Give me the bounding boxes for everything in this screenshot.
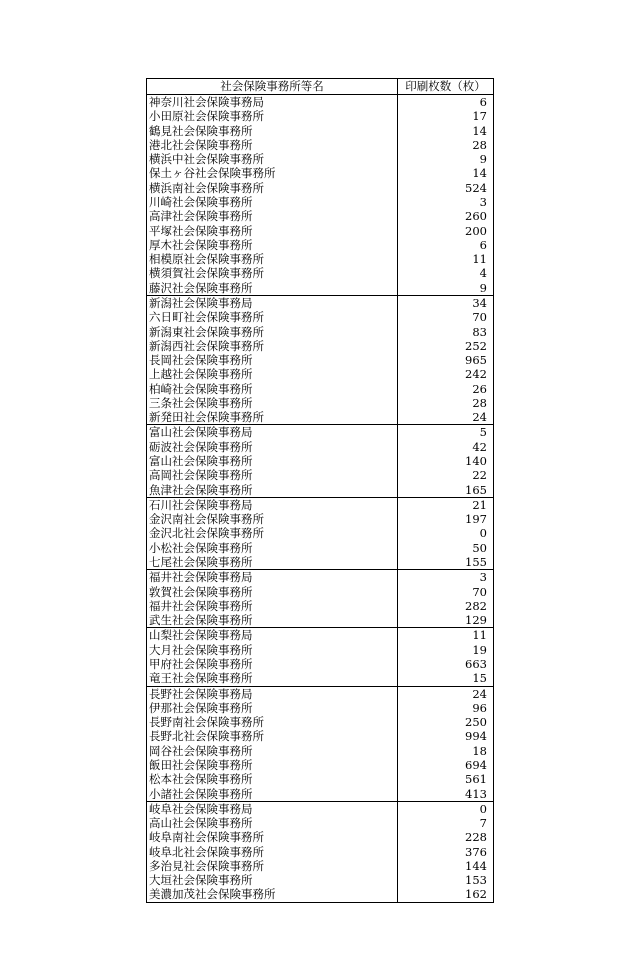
table-row: [147, 772, 494, 786]
table-row: [147, 686, 494, 701]
print-count-cell: 70: [472, 310, 487, 325]
office-name-cell: 多治見社会保険事務所: [147, 859, 398, 873]
print-count-cell: 561: [465, 772, 487, 787]
print-count-cell: 3: [479, 194, 487, 209]
print-count-cell: 4: [479, 266, 487, 281]
office-name-cell: 上越社会保険事務所: [147, 367, 398, 381]
office-name-cell: 金沢南社会保険事務所: [147, 512, 398, 526]
table-row: [147, 845, 494, 859]
table-row: [147, 410, 494, 425]
table-row: [147, 266, 494, 280]
print-count-cell: 15: [472, 671, 487, 686]
print-count-cell: 24: [472, 410, 487, 425]
print-count-cell: 250: [465, 715, 487, 730]
office-name-cell: 平塚社会保険事務所: [147, 224, 398, 238]
print-count-cell: 524: [465, 180, 487, 195]
office-name-cell: 大垣社会保険事務所: [147, 873, 398, 887]
office-name-cell: 横須賀社会保険事務所: [147, 266, 398, 280]
office-name-cell: 新潟社会保険事務局: [147, 295, 398, 310]
office-name-cell: 福井社会保険事務所: [147, 599, 398, 613]
table-row: [147, 181, 494, 195]
print-count-cell: 21: [398, 497, 494, 512]
table-row: [147, 109, 494, 123]
table-row: [147, 701, 494, 715]
table-row: [147, 95, 494, 110]
print-count-cell: 70: [472, 584, 487, 599]
print-count-cell: 34: [398, 295, 494, 310]
office-name-cell: 長野南社会保険事務所: [147, 715, 398, 729]
office-name-cell: 岡谷社会保険事務所: [147, 744, 398, 758]
print-count-cell: 6: [479, 95, 487, 109]
print-count-cell: 7: [479, 816, 487, 831]
table-row: [147, 440, 494, 454]
office-name-cell: 港北社会保険事務所: [147, 138, 398, 152]
table-row: [147, 585, 494, 599]
table-row: [147, 541, 494, 555]
print-count-cell: 5: [398, 425, 494, 440]
print-count-cell: 413: [465, 786, 487, 801]
office-name-cell: 小諸社会保険事務所: [147, 787, 398, 802]
print-count-cell: 19: [472, 642, 487, 657]
print-count-cell: 28: [472, 137, 487, 152]
office-name-cell: 新潟東社会保険事務所: [147, 325, 398, 339]
table-row: [147, 613, 494, 628]
print-count-cell: 14: [472, 166, 487, 181]
table-row: [147, 744, 494, 758]
print-count-cell: 252: [465, 338, 487, 353]
table-row: [147, 353, 494, 367]
office-name-cell: 横浜南社会保険事務所: [147, 181, 398, 195]
print-count-cell: 26: [472, 381, 487, 396]
print-count-cell: 22: [472, 468, 487, 483]
print-count-cell: 162: [465, 887, 487, 902]
table-row: [147, 238, 494, 252]
office-name-cell: 美濃加茂社会保険事務所: [147, 887, 398, 902]
office-name-cell: 松本社会保険事務所: [147, 772, 398, 786]
table-body: [147, 95, 494, 903]
office-name-cell: 高岡社会保険事務所: [147, 468, 398, 482]
table-row: [147, 310, 494, 324]
print-count-cell: 155: [465, 555, 487, 569]
office-name-cell: 新発田社会保険事務所: [147, 410, 398, 425]
print-count-cell: 42: [472, 439, 487, 454]
table-row: [147, 570, 494, 585]
office-name-cell: 厚木社会保険事務所: [147, 238, 398, 252]
table-row: [147, 325, 494, 339]
print-count-cell: 0: [398, 801, 494, 816]
office-name-cell: 石川社会保険事務局: [147, 497, 398, 512]
office-name-cell: 新潟西社会保険事務所: [147, 339, 398, 353]
table-row: [147, 209, 494, 223]
table-row: [147, 138, 494, 152]
header-office-name: 社会保険事務所等名: [147, 79, 398, 95]
office-name-cell: 福井社会保険事務局: [147, 570, 398, 585]
print-count-cell: 200: [465, 223, 487, 238]
table-row: [147, 643, 494, 657]
office-name-cell: 山梨社会保険事務局: [147, 628, 398, 643]
office-name-cell: 六日町社会保険事務所: [147, 310, 398, 324]
print-count-cell: 197: [465, 512, 487, 527]
table-row: [147, 526, 494, 540]
table-row: [147, 729, 494, 743]
table-row: [147, 281, 494, 296]
print-count-cell: 165: [465, 482, 487, 497]
office-name-cell: 岐阜南社会保険事務所: [147, 830, 398, 844]
print-count-cell: 260: [465, 209, 487, 224]
office-name-cell: 高山社会保険事務所: [147, 816, 398, 830]
office-name-cell: 保土ヶ谷社会保険事務所: [147, 166, 398, 180]
table-row: [147, 339, 494, 353]
table-row: [147, 787, 494, 802]
office-name-cell: 七尾社会保険事務所: [147, 555, 398, 570]
office-name-cell: 川崎社会保険事務所: [147, 195, 398, 209]
office-name-cell: 甲府社会保険事務所: [147, 657, 398, 671]
print-count-cell: 28: [472, 395, 487, 410]
print-count-cell: 24: [398, 686, 494, 701]
table-row: [147, 425, 494, 440]
office-name-cell: 鶴見社会保険事務所: [147, 124, 398, 138]
table-row: [147, 512, 494, 526]
table-row: [147, 468, 494, 482]
table-row: [147, 295, 494, 310]
table-row: [147, 715, 494, 729]
office-name-cell: 竜王社会保険事務所: [147, 671, 398, 686]
print-count-cell: 11: [472, 252, 487, 267]
table-row: [147, 166, 494, 180]
table-row: [147, 830, 494, 844]
table-row: [147, 859, 494, 873]
table-row: [147, 628, 494, 643]
table-row: [147, 382, 494, 396]
table-row: [147, 124, 494, 138]
table-row: [147, 657, 494, 671]
office-name-cell: 長岡社会保険事務所: [147, 353, 398, 367]
print-count-cell: 9: [479, 280, 487, 295]
table-row: [147, 252, 494, 266]
office-name-cell: 飯田社会保険事務所: [147, 758, 398, 772]
print-count-cell: 144: [465, 858, 487, 873]
print-count-cell: 6: [479, 237, 487, 252]
office-name-cell: 富山社会保険事務所: [147, 454, 398, 468]
print-count-cell: 0: [479, 526, 487, 541]
table-row: [147, 483, 494, 498]
table-row: [147, 152, 494, 166]
office-name-cell: 富山社会保険事務局: [147, 425, 398, 440]
office-name-cell: 神奈川社会保険事務局: [147, 95, 398, 110]
office-name-cell: 横浜中社会保険事務所: [147, 152, 398, 166]
print-count-cell: 83: [472, 324, 487, 339]
office-name-cell: 金沢北社会保険事務所: [147, 526, 398, 540]
office-name-cell: 長野北社会保険事務所: [147, 729, 398, 743]
print-count-cell: 14: [472, 123, 487, 138]
office-name-cell: 相模原社会保険事務所: [147, 252, 398, 266]
office-name-cell: 敦賀社会保険事務所: [147, 585, 398, 599]
print-count-cell: 50: [472, 540, 487, 555]
office-name-cell: 魚津社会保険事務所: [147, 483, 398, 498]
office-name-cell: 藤沢社会保険事務所: [147, 281, 398, 296]
print-count-cell: 11: [398, 628, 494, 643]
print-count-cell: 3: [398, 570, 494, 585]
print-count-cell: 376: [465, 844, 487, 859]
print-count-cell: 153: [465, 873, 487, 888]
office-name-cell: 小田原社会保険事務所: [147, 109, 398, 123]
print-count-cell: 17: [472, 109, 487, 124]
table-row: [147, 396, 494, 410]
print-count-cell: 282: [465, 598, 487, 613]
table-row: [147, 887, 494, 902]
print-count-cell: 242: [465, 367, 487, 382]
office-name-cell: 大月社会保険事務所: [147, 643, 398, 657]
office-name-cell: 小松社会保険事務所: [147, 541, 398, 555]
office-name-cell: 岐阜北社会保険事務所: [147, 845, 398, 859]
table-row: [147, 873, 494, 887]
table-row: [147, 801, 494, 816]
print-count-cell: 96: [472, 700, 487, 715]
table-row: [147, 497, 494, 512]
print-count-cell: 694: [465, 757, 487, 772]
office-name-cell: 伊那社会保険事務所: [147, 701, 398, 715]
table-row: [147, 671, 494, 686]
table-row: [147, 224, 494, 238]
print-count-cell: 129: [465, 613, 487, 628]
print-count-cell: 140: [465, 454, 487, 469]
office-name-cell: 柏崎社会保険事務所: [147, 382, 398, 396]
print-count-cell: 18: [472, 743, 487, 758]
table-row: [147, 816, 494, 830]
header-print-count: 印刷枚数（枚）: [398, 79, 494, 95]
office-name-cell: 岐阜社会保険事務局: [147, 801, 398, 816]
table-row: [147, 367, 494, 381]
office-name-cell: 長野社会保険事務局: [147, 686, 398, 701]
office-name-cell: 砺波社会保険事務所: [147, 440, 398, 454]
print-count-cell: 9: [479, 152, 487, 167]
table-row: [147, 454, 494, 468]
table-row: [147, 758, 494, 772]
office-name-cell: 武生社会保険事務所: [147, 613, 398, 628]
table-row: [147, 195, 494, 209]
print-count-cell: 965: [465, 353, 487, 368]
table-row: [147, 599, 494, 613]
header-row: [147, 79, 494, 95]
table-row: [147, 555, 494, 570]
office-name-cell: 高津社会保険事務所: [147, 209, 398, 223]
print-count-cell: 663: [465, 656, 487, 671]
office-name-cell: 三条社会保険事務所: [147, 396, 398, 410]
print-count-cell: 228: [465, 830, 487, 845]
print-count-cell: 994: [465, 729, 487, 744]
print-count-table: [146, 78, 494, 903]
